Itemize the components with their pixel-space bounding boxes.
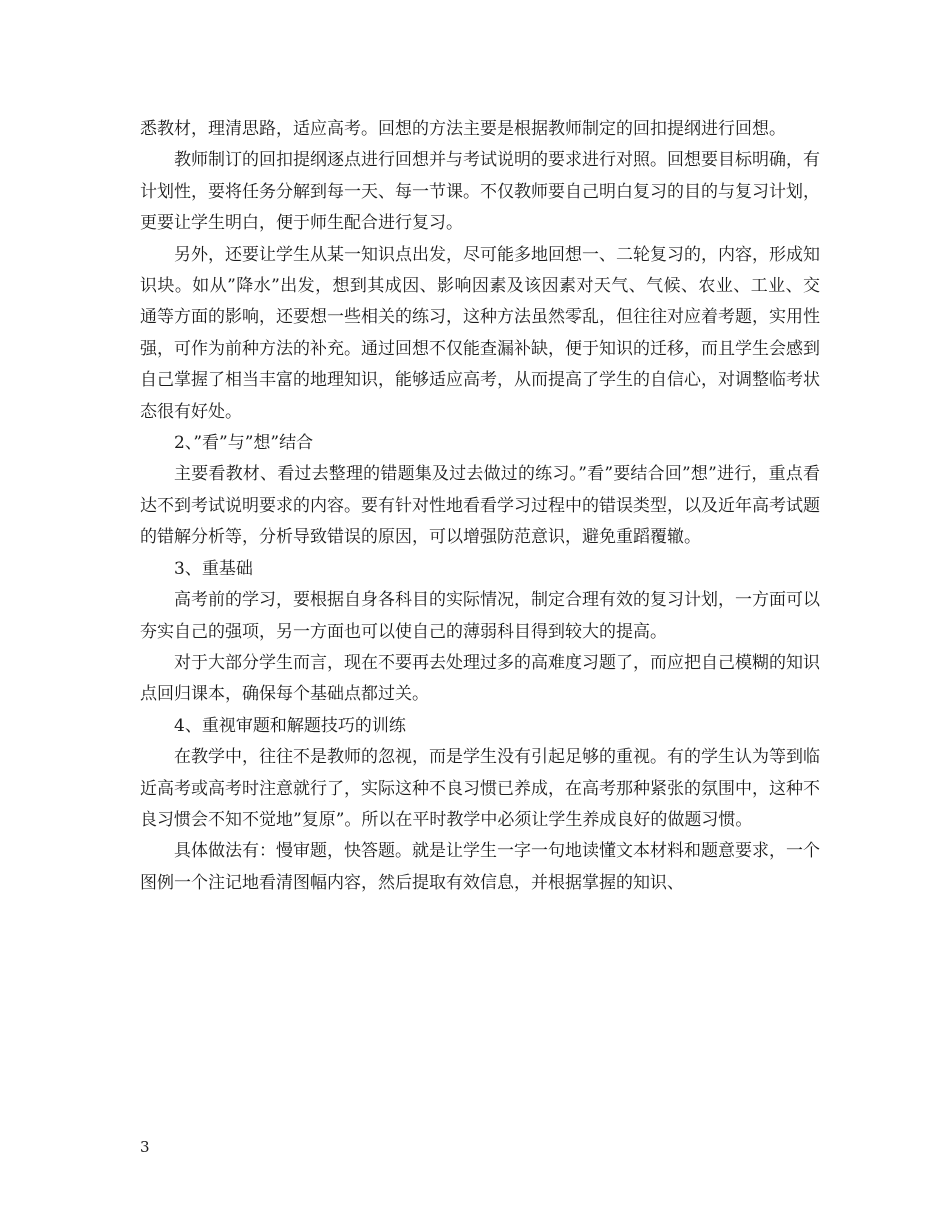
paragraph: 另外，还要让学生从某一知识点出发，尽可能多地回想一、二轮复习的，内容，形成知识块。如从”降水”出发，想到其成因、影响因素及该因素对天气、气候、农业、工业、交通等方面的影响，还要想一些相关的练习，这种方法虽然零乱，但往往对应着考题，实用性强，可作为前种方法的补充。通过回想不仅能查漏补缺，便于知识的迁移，而且学生会感到自己掌握了相当丰富的地理知识，能够适应高考，从而提高了学生的自信心，对调整临考状态很有好处。 <box>140 244 820 422</box>
paragraph: 高考前的学习，要根据自身各科目的实际情况，制定合理有效的复习计划，一方面可以夯实自己的强项，另一方面也可以使自己的薄弱科目得到较大的提高。 <box>140 590 820 642</box>
page-number: 3 <box>140 1138 150 1156</box>
section-heading: 4、重视审题和解题技巧的训练 <box>174 715 406 736</box>
body-text <box>140 114 820 899</box>
paragraph: 主要看教材、看过去整理的错题集及过去做过的练习。”看”要结合回”想”进行，重点看达不到考试说明要求的内容。要有针对性地看看学习过程中的错误类型，以及近年高考试题的错解分析等，分析导致错误的原因，可以增强防范意识，避免重蹈覆辙。 <box>140 464 820 548</box>
paragraph: 具体做法有：慢审题，快答题。就是让学生一字一句地读懂文本材料和题意要求，一个图例一个注记地看清图幅内容，然后提取有效信息，并根据掌握的知识、 <box>140 841 820 893</box>
paragraph: 在教学中，往往不是教师的忽视，而是学生没有引起足够的重视。有的学生认为等到临近高考或高考时注意就行了，实际这种不良习惯已养成，在高考那种紧张的氛围中，这种不良习惯会不知不觉地”复原”。所以在平时教学中必须让学生养成良好的做题习惯。 <box>140 747 820 830</box>
paragraph: 悉教材，理清思路，适应高考。回想的方法主要是根据教师制定的回扣提纲进行回想。 <box>140 119 786 139</box>
paragraph: 对于大部分学生而言，现在不要再去处理过多的高难度习题了，而应把自己模糊的知识点回归课本，确保每个基础点都过关。 <box>140 652 820 705</box>
paragraph: 教师制订的回扣提纲逐点进行回想并与考试说明的要求进行对照。回想要目标明确，有计划性，要将任务分解到每一天、每一节课。不仅教师要自己明白复习的目的与复习计划，更要让学生明白，便于师生配合进行复习。 <box>140 150 820 234</box>
section-heading: 2、”看”与”想”结合 <box>174 433 314 454</box>
section-heading: 3、重基础 <box>174 558 253 579</box>
